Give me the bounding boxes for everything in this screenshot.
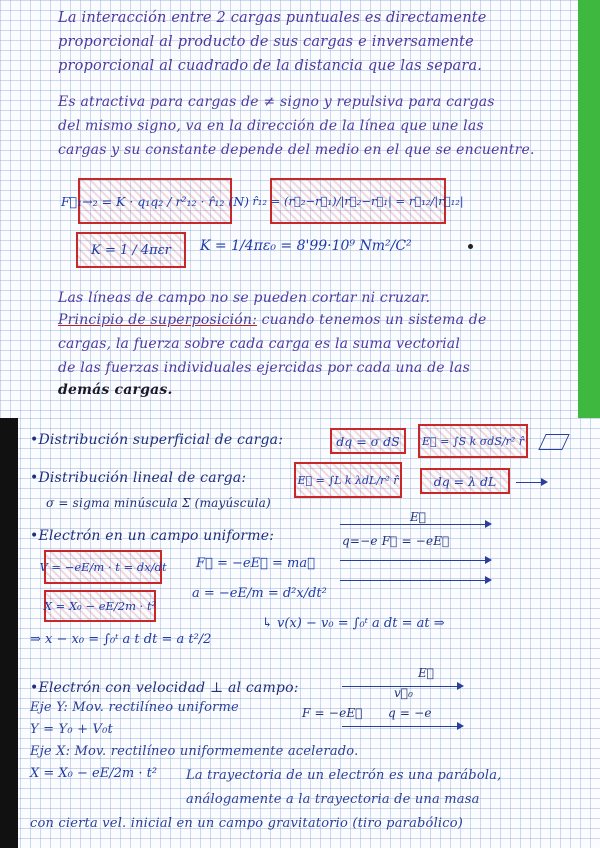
para2-line1: Es atractiva para cargas de ≠ signo y repulsiva para cargas [58,94,495,110]
velocity-formula: V = −eE/m · t = dx/dt [44,550,162,584]
para1-line3: proporcional al cuadrado de la distancia que las separa. [58,58,483,74]
conclusion-line3: con cierta vel. inicial en un campo gravitatorio (tiro parabólico) [30,816,464,831]
axis-y-equation: Y = Y₀ + V₀t [30,722,113,737]
force-on-electron: q=−e F⃗ = −eE⃗ [342,534,450,548]
ink-dot [468,244,473,249]
field-line-1 [340,524,490,525]
axis-x-equation: X = X₀ − eE/2m · t² [30,766,158,781]
sigma-note: σ = sigma minúscula Σ (mayúscula) [46,496,271,510]
perp-charge-label: q = −e [388,706,432,720]
acceleration-formula: a = −eE/m = d²x/dt² [192,586,327,601]
para1-line1: La interacción entre 2 cargas puntuales es directamente [58,10,487,26]
principle-title: Principio de superposición: [58,312,258,328]
principle-rest: cuando tenemos un sistema de [257,312,487,328]
para1-line2: proporcional al producto de sus cargas e inversamente [58,34,474,50]
surface-field-formula: E⃗ = ∫S k σdS/r² r̂ [418,424,528,458]
conclusion-line1: La trayectoria de un electrón es una parábola, [186,768,502,783]
surface-distribution-label: •Distribución superficial de carga: [30,432,284,448]
position-integral: ⇒ x − x₀ = ∫₀ᵗ a t dt = a t²/2 [30,632,212,647]
surface-dq-formula: dq = σ dS [330,428,406,454]
field-line-3 [340,580,490,581]
perpendicular-velocity-label: •Electrón con velocidad ⊥ al campo: [30,680,299,696]
initial-velocity-label: v⃗₀ [394,686,414,700]
position-formula: X = X₀ − eE/2m · t² [44,590,156,622]
notebook-page-bottom [0,418,600,848]
perp-field-label: E⃗ [418,666,435,680]
unit-vector-formula: r̂₁₂ = (r⃗₂−r⃗₁)/|r⃗₂−r⃗₁| = r⃗₁₂/|r⃗₁₂| [270,178,446,224]
conclusion-line2: análogamente a la trayectoria de una masa [186,792,480,807]
perp-force-label: F = −eE⃗ [302,706,363,720]
linear-dq-formula: dq = λ dL [420,468,510,494]
green-page-tab [578,0,600,418]
superposition-line [58,312,486,328]
coulomb-force-formula: F⃗₁→₂ = K · q₁q₂ / r²₁₂ · r̂₁₂ (N) [78,178,232,224]
surface-element-sketch [538,434,569,450]
k-medium-formula: K = 1 / 4πεr [76,232,186,268]
field-lines-sentence: Las líneas de campo no se pueden cortar ni cruzar. [58,290,431,306]
newton-second-law: F⃗ = −eE⃗ = ma⃗ [196,556,315,571]
field-line-2 [340,560,490,561]
notebook-page-top [0,0,600,418]
axis-y-description: Eje Y: Mov. rectilíneo uniforme [30,700,239,715]
axis-x-description: Eje X: Mov. rectilíneo uniformemente acelerado. [30,744,359,759]
principle-line2: cargas, la fuerza sobre cada carga es la suma vectorial [58,336,461,352]
field-vector-label: E⃗ [410,510,427,524]
linear-distribution-label: •Distribución lineal de carga: [30,470,247,486]
para2-line2: del mismo signo, va en la dirección de la línea que une las [58,118,484,134]
linear-element-line [516,482,546,483]
velocity-integral: ↳ v(x) − v₀ = ∫₀ᵗ a dt = at ⇒ [262,616,445,631]
perp-field-line-2 [342,726,462,727]
principle-line4: demás cargas. [58,382,173,398]
linear-field-formula: E⃗ = ∫L k λdL/r² r̂ [294,462,402,498]
principle-line3: de las fuerzas individuales ejercidas por cada una de las [58,360,471,376]
uniform-field-label: •Electrón en un campo uniforme: [30,528,275,544]
para2-line3: cargas y su constante depende del medio en el que se encuentre. [58,142,535,158]
page-edge-shadow [0,418,18,848]
k-vacuum-formula: K = 1/4πε₀ = 8'99·10⁹ Nm²/C² [200,238,412,254]
